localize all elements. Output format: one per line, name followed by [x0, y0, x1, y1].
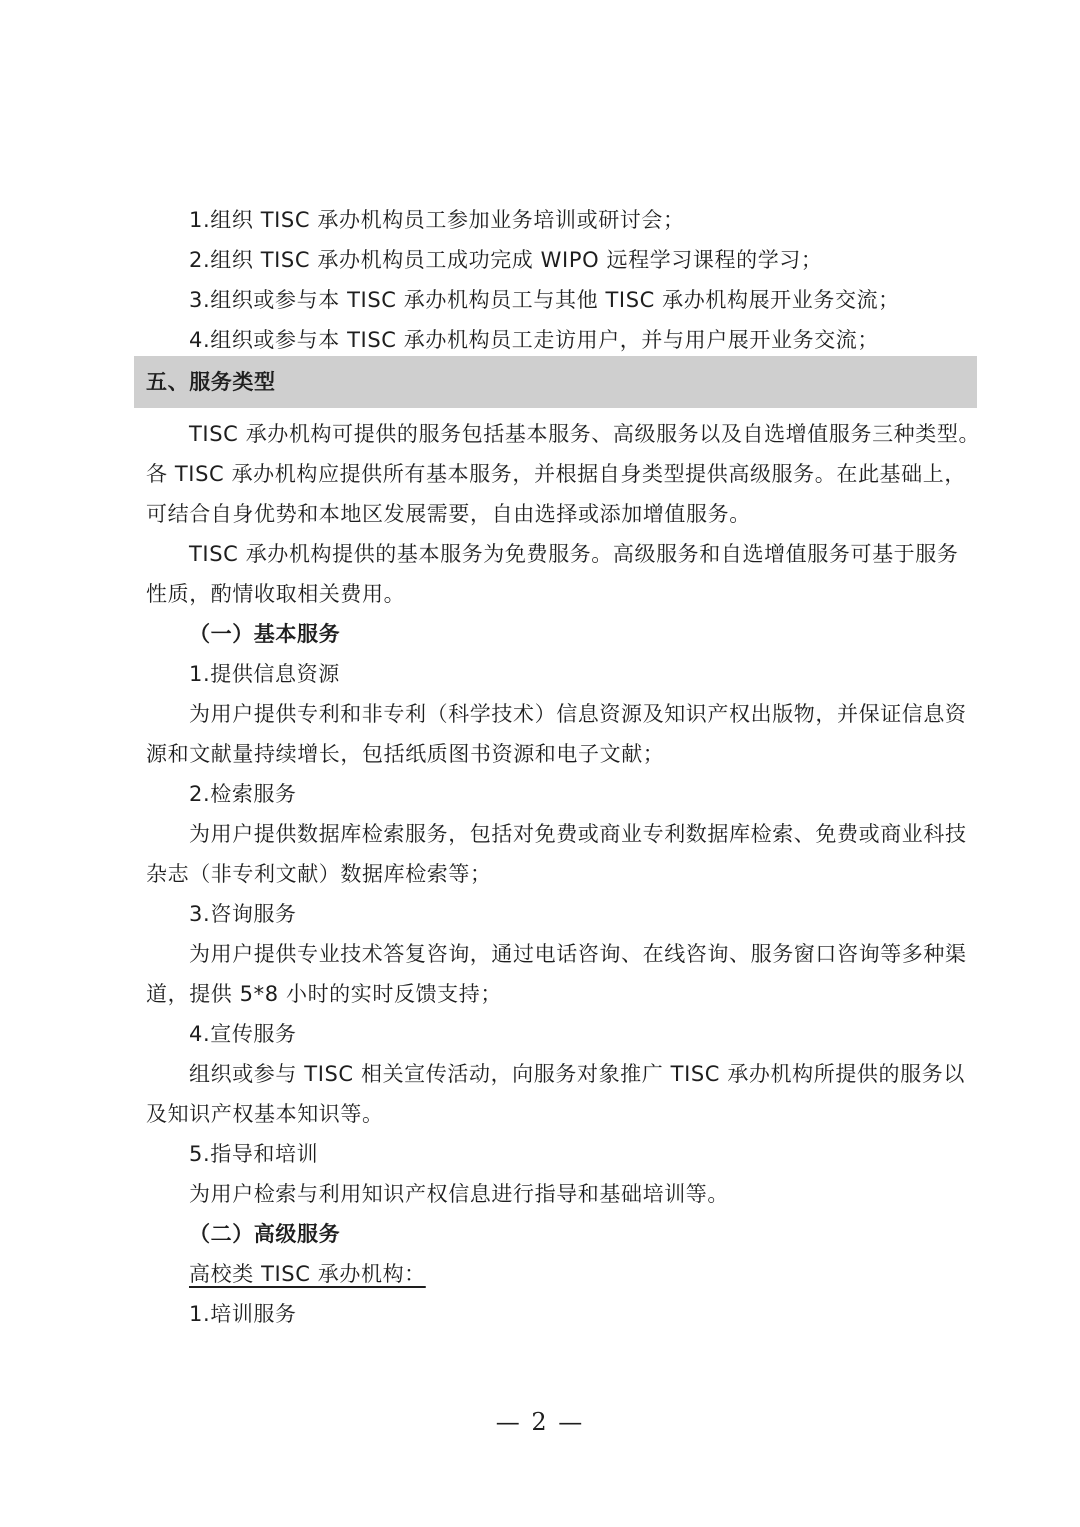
paragraph-line: 可结合自身优势和本地区发展需要，自由选择或添加增值服务。	[146, 502, 751, 526]
paragraph-line: 组织或参与 TISC 相关宣传活动，向服务对象推广 TISC 承办机构所提供的服务以	[189, 1062, 965, 1086]
list-item: 4.组织或参与本 TISC 承办机构员工走访用户，并与用户展开业务交流；	[189, 328, 879, 352]
page-number: — 2 —	[495, 1408, 585, 1436]
paragraph-line: TISC 承办机构可提供的服务包括基本服务、高级服务以及自选增值服务三种类型。	[189, 422, 981, 446]
paragraph-line: 为用户提供专利和非专利（科学技术）信息资源及知识产权出版物，并保证信息资	[189, 702, 967, 726]
paragraph-line: 杂志（非专利文献）数据库检索等；	[146, 862, 492, 886]
section-title: 五、服务类型	[146, 370, 276, 394]
subsection-heading: （一）基本服务	[189, 622, 341, 646]
paragraph-line: 性质，酌情收取相关费用。	[146, 582, 406, 606]
subsection-heading: （二）高级服务	[189, 1222, 341, 1246]
list-item: 2.组织 TISC 承办机构员工成功完成 WIPO 远程学习课程的学习；	[189, 248, 823, 272]
paragraph-line: 道，提供 5*8 小时的实时反馈支持；	[146, 982, 502, 1006]
paragraph-line: TISC 承办机构提供的基本服务为免费服务。高级服务和自选增值服务可基于服务	[189, 542, 959, 566]
paragraph-line: 源和文献量持续增长，包括纸质图书资源和电子文献；	[146, 742, 665, 766]
service-item-title: 1.培训服务	[189, 1302, 297, 1326]
paragraph-line: 各 TISC 承办机构应提供所有基本服务，并根据自身类型提供高级服务。在此基础上，	[146, 462, 966, 486]
service-item-title: 2.检索服务	[189, 782, 297, 806]
paragraph-line: 为用户提供数据库检索服务，包括对免费或商业专利数据库检索、免费或商业科技	[189, 822, 967, 846]
service-item-title: 4.宣传服务	[189, 1022, 297, 1046]
paragraph-line: 为用户提供专业技术答复咨询，通过电话咨询、在线咨询、服务窗口咨询等多种渠	[189, 942, 967, 966]
paragraph-line: 及知识产权基本知识等。	[146, 1102, 384, 1126]
service-item-title: 1.提供信息资源	[189, 662, 340, 686]
service-item-title: 5.指导和培训	[189, 1142, 319, 1166]
list-item: 3.组织或参与本 TISC 承办机构员工与其他 TISC 承办机构展开业务交流；	[189, 288, 900, 312]
subsection-subheading: 高校类 TISC 承办机构：	[189, 1262, 426, 1286]
service-item-title: 3.咨询服务	[189, 902, 297, 926]
paragraph-line: 为用户检索与利用知识产权信息进行指导和基础培训等。	[189, 1182, 729, 1206]
list-item: 1.组织 TISC 承办机构员工参加业务培训或研讨会；	[189, 208, 685, 232]
